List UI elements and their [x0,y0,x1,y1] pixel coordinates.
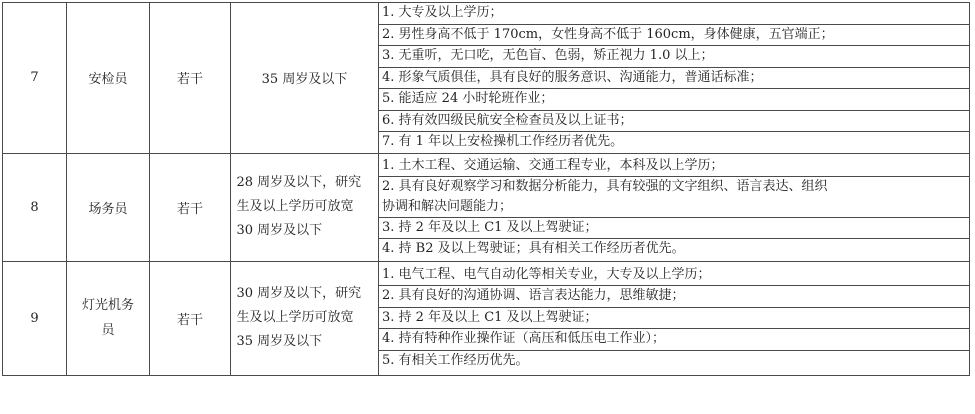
requirement-item: 1. 电气工程、电气自动化等相关专业，大专及以上学历； [382,266,711,282]
requirement-item: 5. 能适应 24 小时轮班作业； [379,88,969,110]
requirement-item: 2. 具有良好观察学习和数据分析能力，具有较强的文字组织、语言表达、组织 [379,176,969,197]
requirements-cell [379,153,970,261]
age-requirement: 30 周岁及以下，研究生及以上学历可放宽 35 周岁及以下 [236,286,362,349]
requirement-item: 2. 男性身高不低于 170cm，女性身高不低于 160cm，身体健康，五官端正； [379,24,969,46]
requirement-item: 1. 大专及以上学历； [382,5,503,20]
requirement-item: 6. 持有效四级民航安全检查员及以上证书； [379,110,969,132]
requirement-item: 4. 持有特种作业操作证（高压和低压电工作业）； [379,328,969,350]
requirement-item: 1. 土木工程、交通运输、交通工程专业，本科及以上学历； [382,157,724,173]
age-requirement-cell [231,261,379,375]
requirements-cell [379,3,970,154]
table-row [3,153,970,261]
job-requirements-table [2,2,970,376]
position-name: 灯光机务员 [81,298,134,338]
requirement-item: 3. 无重听，无口吃，无色盲、色弱，矫正视力 1.0 以上； [379,45,969,67]
row-number: 9 [3,261,67,375]
hiring-count: 若干 [150,261,231,375]
requirement-item: 5. 有相关工作经历优先。 [379,350,969,372]
position-name: 安检员 [67,3,150,154]
requirements-cell [379,261,970,375]
position-name: 场务员 [67,153,150,261]
row-number: 8 [3,153,67,261]
requirement-item: 协调和解决问题能力； [382,198,513,214]
age-requirement: 35 周岁及以下 [231,3,379,154]
requirement-item: 4. 持 B2 及以上驾驶证；具有相关工作经历者优先。 [379,238,969,259]
row-number: 7 [3,3,67,154]
position-name-cell [67,261,150,375]
requirements-list [379,156,969,259]
age-requirement-cell [231,153,379,261]
table-row [3,3,970,154]
requirement-item: 3. 持 2 年及以上 C1 及以上驾驶证； [379,307,969,329]
requirement-item: 4. 形象气质俱佳，具有良好的服务意识、沟通能力，普通话标准； [379,67,969,89]
table-row [3,261,970,375]
hiring-count: 若干 [150,3,231,154]
age-requirement: 28 周岁及以下，研究生及以上学历可放宽 30 周岁及以下 [236,175,362,238]
requirements-list [379,3,969,153]
requirement-item: 2. 具有良好的沟通协调、语言表达能力，思维敏捷； [379,285,969,307]
hiring-count: 若干 [150,153,231,261]
requirements-list [379,265,969,372]
requirement-item: 7. 有 1 年以上安检操机工作经历者优先。 [379,131,969,153]
requirement-item: 3. 持 2 年及以上 C1 及以上驾驶证； [379,217,969,238]
